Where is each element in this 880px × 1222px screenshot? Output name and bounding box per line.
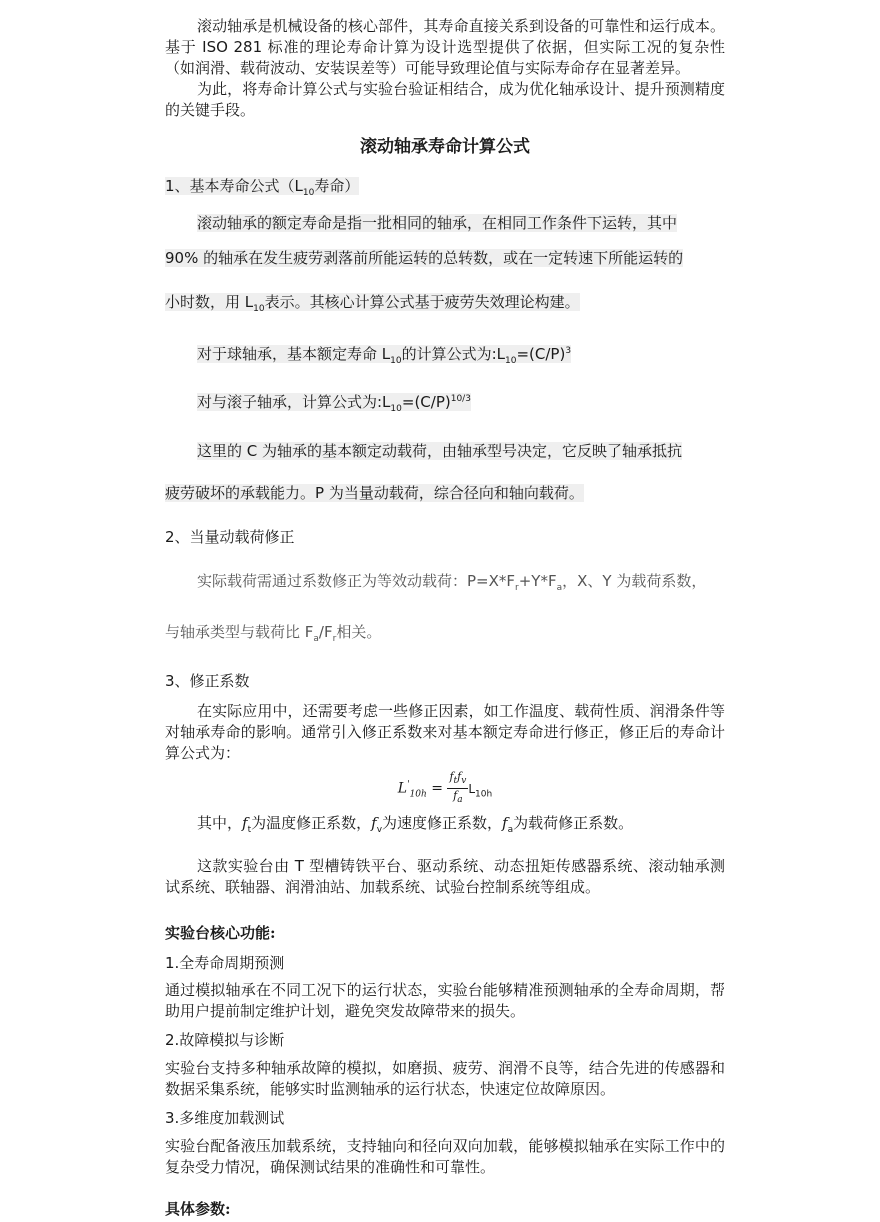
c-definition-line-1: 这里的 C 为轴承的基本额定动载荷，由轴承型号决定，它反映了轴承抵抗 <box>197 442 683 460</box>
section-1-line-1: 滚动轴承的额定寿命是指一批相同的轴承，在相同工作条件下运转，其中 <box>197 214 678 232</box>
section-1-line-3: 小时数，用 $L_{10}$表示。其核心计算公式基于疲劳失效理论构建。 <box>165 293 580 314</box>
section-2-line-2: 与轴承类型与载荷比 $F_a/F_r$相关。 <box>165 623 382 644</box>
function-3-title: 3.多维度加载测试 <box>165 1109 285 1128</box>
functions-heading: 实验台核心功能: <box>165 924 276 943</box>
section-3-paragraph: 在实际应用中，还需要考虑一些修正因素，如工作温度、载荷性质、润滑条件等对轴承寿命的影响。通常引入修正系数来对基本额定寿命进行修正，修正后的寿命计算公式为： <box>165 702 725 762</box>
function-2-title: 2.故障模拟与诊断 <box>165 1031 285 1050</box>
intro-paragraph-1: 滚动轴承是机械设备的核心部件，其寿命直接关系到设备的可靠性和运行成本。基于 ISO 281 标准的理论寿命计算为设计选型提供了依据，但实际工况的复杂性（如润滑、载荷波动、安装误差等）可能导致理论值与实际寿命存在显著差异。 <box>165 17 725 77</box>
function-2-text: 实验台支持多种轴承故障的模拟，如磨损、疲劳、润滑不良等，结合先进的传感器和数据采集系统，能够实时监测轴承的运行状态，快速定位故障原因。 <box>165 1059 725 1099</box>
section-3-heading: 3、修正系数 <box>165 672 250 690</box>
modified-life-formula: $L'_{10h}$ = $\frac{f_tf_v}{f_a}$ $L_{10h}$ <box>397 770 493 806</box>
roller-bearing-formula: 对与滚子轴承，计算公式为$:L_{10}=(C/P)^{10/3}$ <box>197 393 471 414</box>
params-heading: 具体参数: <box>165 1200 231 1219</box>
function-3-text: 实验台配备液压加载系统，支持轴向和径向双向加载，能够模拟轴承在实际工作中的复杂受力情况，确保测试结果的准确性和可靠性。 <box>165 1137 725 1177</box>
function-1-text: 通过模拟轴承在不同工况下的运行状态，实验台能够精准预测轴承的全寿命周期，帮助用户提前制定维护计划，避免突发故障带来的损失。 <box>165 981 725 1021</box>
coefficient-definitions: 其中，$f_t$为温度修正系数，$f_v$为速度修正系数，$f_a$为载荷修正系数。 <box>197 814 634 836</box>
spacer <box>165 842 725 856</box>
function-1-title: 1.全寿命周期预测 <box>165 954 285 973</box>
c-definition-line-2: 疲劳破坏的承载能力。P 为当量动载荷，综合径向和轴向载荷。 <box>165 484 584 502</box>
section-2-heading: 2、当量动载荷修正 <box>165 528 295 546</box>
document-page <box>165 16 725 1222</box>
spacer <box>165 898 725 920</box>
section-title: 滚动轴承寿命计算公式 <box>360 137 530 157</box>
intro-paragraph-2: 为此，将寿命计算公式与实验台验证相结合，成为优化轴承设计、提升预测精度的关键手段。 <box>165 80 725 119</box>
section-1-heading: 1、基本寿命公式（$L_{10}$寿命） <box>165 177 360 198</box>
section-2-line-1: 实际载荷需通过系数修正为等效动载荷：$P=X*F_r+Y*F_a$，X、Y 为载荷系数， <box>197 572 707 593</box>
ball-bearing-formula: 对于球轴承，基本额定寿命 $L_{10}$的计算公式为$:L_{10}=(C/P)^3$ <box>197 345 572 366</box>
section-1-line-2: 90% 的轴承在发生疲劳剥落前所能运转的总转数，或在一定转速下所能运转的 <box>165 249 684 267</box>
spacer <box>165 1178 725 1196</box>
bench-composition: 这款实验台由 T 型槽铸铁平台、驱动系统、动态扭矩传感器系统、滚动轴承测试系统、联轴器、润滑油站、加载系统、试验台控制系统等组成。 <box>165 857 725 897</box>
